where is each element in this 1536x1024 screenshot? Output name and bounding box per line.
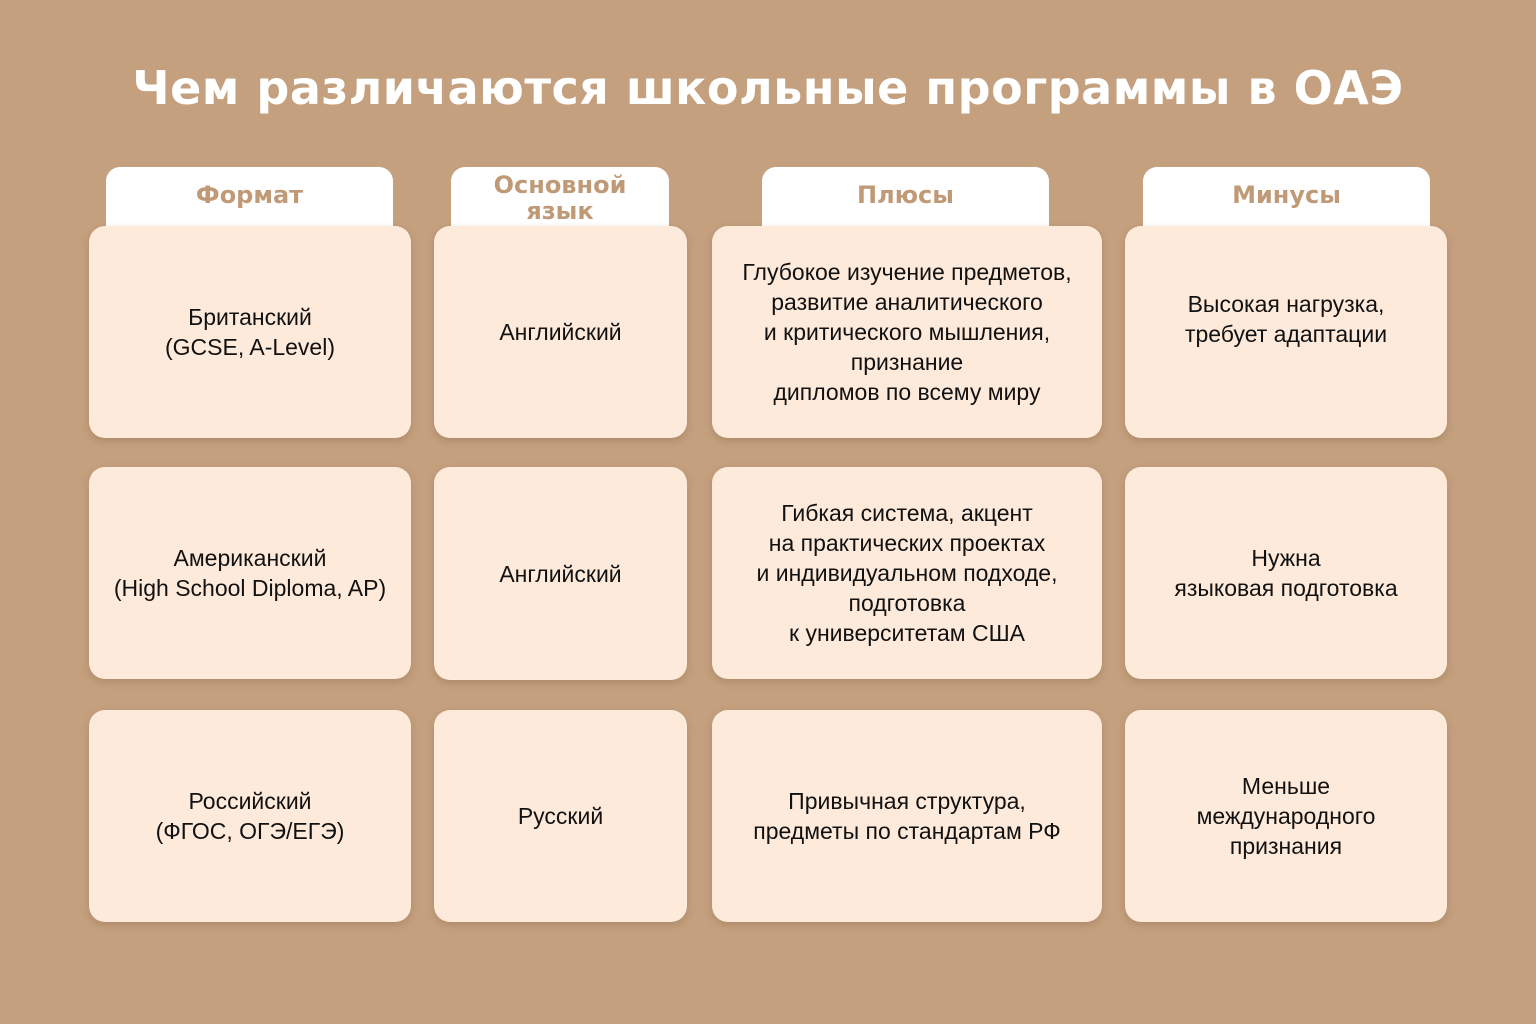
table-cell-format — [89, 467, 411, 679]
cell-text: Русский — [517, 803, 604, 829]
column-header-label: Основной язык — [493, 171, 627, 225]
cell-text: Привычная структура, предметы по стандартам РФ — [753, 788, 1061, 844]
cell-text: Американский (High School Diploma, AP) — [113, 545, 387, 601]
cell-text: Гибкая система, акцент на практических проектах и индивидуальном подходе, подготовка к университетам США — [756, 500, 1058, 646]
table-cell-pros — [712, 710, 1102, 922]
table-cell-language — [434, 710, 687, 922]
table-cell-format — [89, 710, 411, 922]
cell-text: Российский (ФГОС, ОГЭ/ЕГЭ) — [155, 788, 345, 844]
column-header-label: Минусы — [1232, 181, 1341, 209]
cell-text: Нужна языковая подготовка — [1174, 545, 1398, 601]
cell-text: Английский — [499, 560, 622, 587]
cell-text: Глубокое изучение предметов, развитие аналитического и критического мышления, признание дипломов по всему миру — [742, 259, 1072, 405]
table-cell-cons — [1125, 710, 1447, 922]
cell-text: Меньше международного признания — [1196, 773, 1376, 859]
table-cell-format — [89, 226, 411, 438]
cell-text: Британский (GCSE, A-Level) — [165, 304, 335, 360]
table-cell-cons — [1125, 467, 1447, 679]
column-header-label: Плюсы — [857, 181, 954, 209]
table-cell-language — [434, 467, 687, 680]
cell-text: Английский — [499, 319, 622, 345]
table-cell-language — [434, 226, 687, 438]
page-title: Чем различаются школьные программы в ОАЭ — [132, 61, 1404, 115]
table-cell-cons — [1125, 226, 1447, 438]
table-cell-pros — [712, 467, 1102, 679]
table-cell-pros — [712, 226, 1102, 438]
column-header-label: Формат — [195, 181, 304, 209]
cell-text: Высокая нагрузка, требует адаптации — [1184, 291, 1388, 347]
